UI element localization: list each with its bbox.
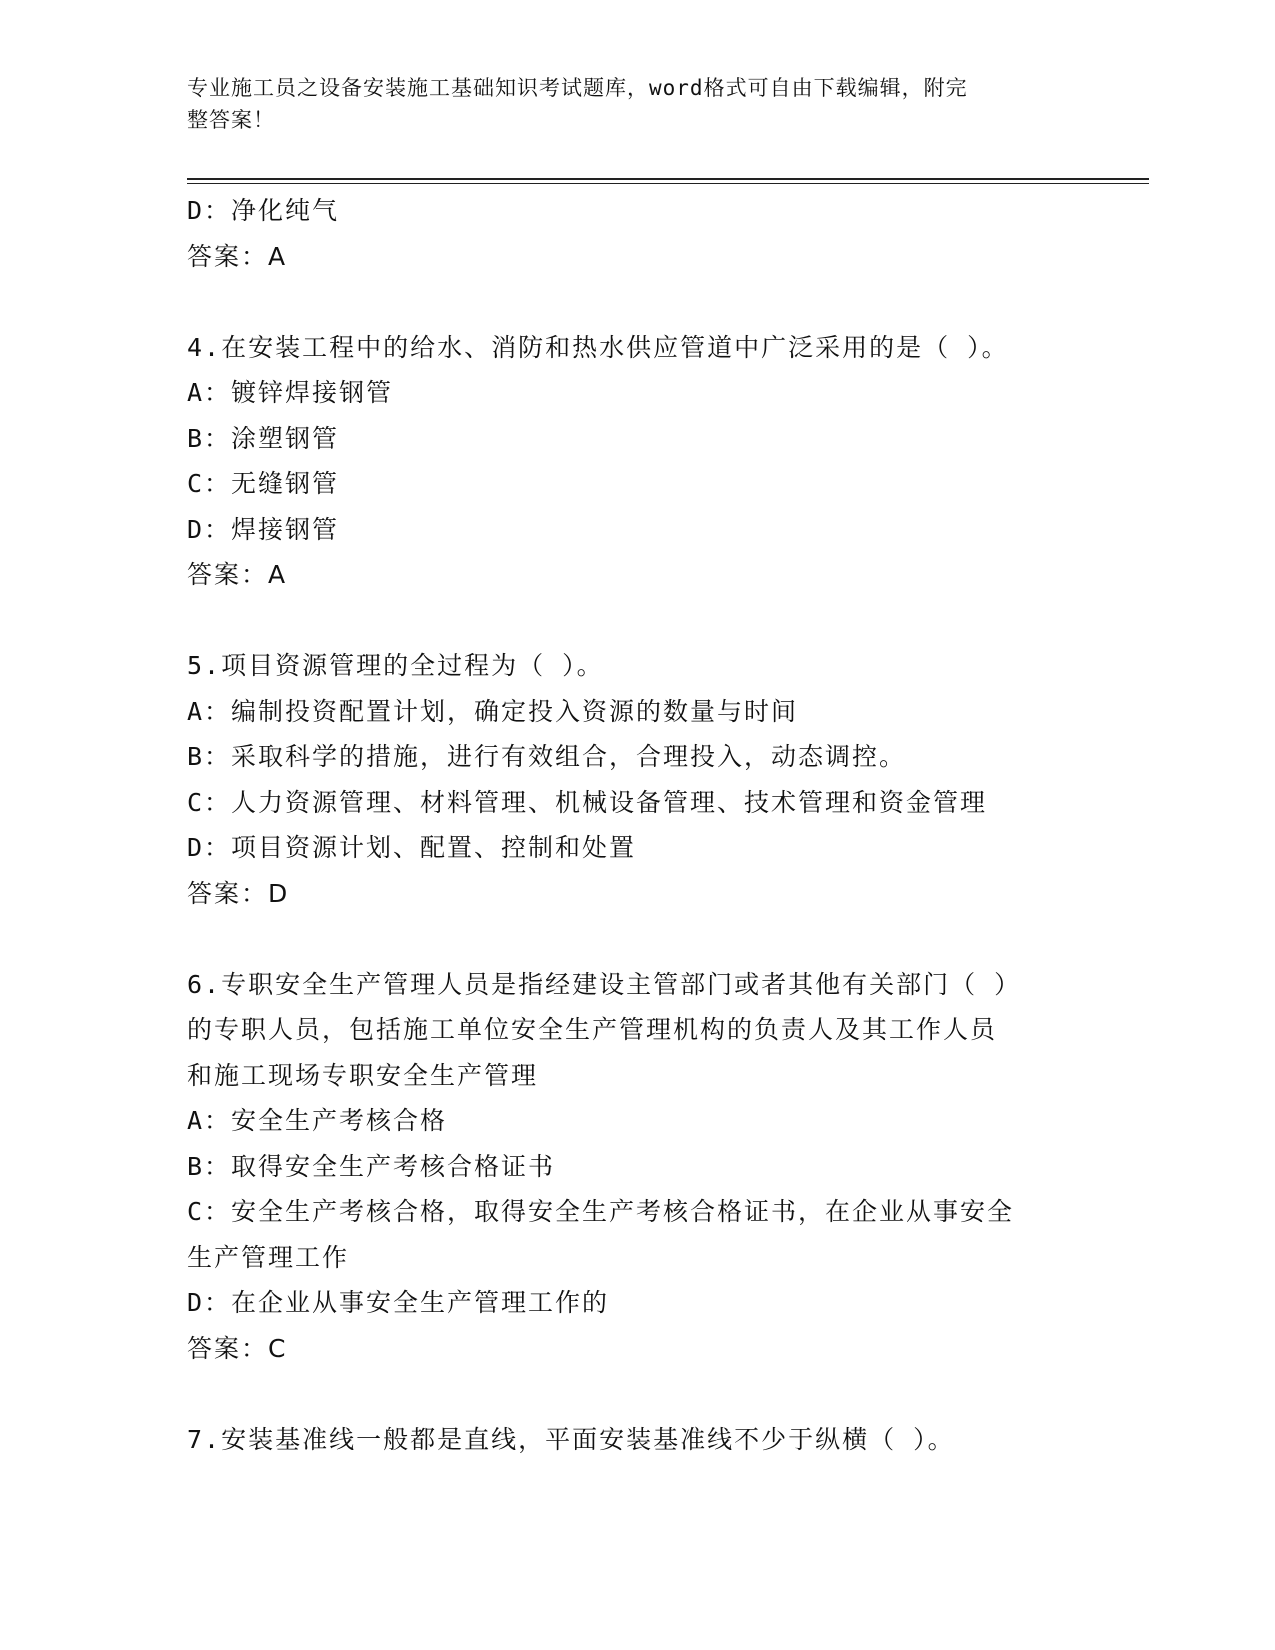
option-a: A：安全生产考核合格 (187, 1106, 448, 1135)
question-list (187, 188, 1087, 1462)
option-b: B：采取科学的措施，进行有效组合，合理投入，动态调控。 (187, 742, 907, 771)
header-line-1: 专业施工员之设备安装施工基础知识考试题库，word格式可自由下载编辑，附完 (187, 76, 968, 100)
answer-line: 答案：A (187, 560, 288, 589)
option-c: C：无缝钢管 (187, 469, 340, 498)
option-c: C：人力资源管理、材料管理、机械设备管理、技术管理和资金管理 (187, 787, 988, 817)
option-d: D：项目资源计划、配置、控制和处置 (187, 833, 637, 862)
option-a: A：镀锌焊接钢管 (187, 378, 394, 407)
option-a: A：编制投资配置计划，确定投入资源的数量与时间 (187, 696, 799, 726)
question-stem: 5.项目资源管理的全过程为（ ）。 (187, 651, 604, 680)
question-7 (187, 1417, 1087, 1463)
question-stem: 4.在安装工程中的给水、消防和热水供应管道中广泛采用的是（ ）。 (187, 332, 1009, 362)
question-stem-line-1: 6.专职安全生产管理人员是指经建设主管部门或者其他有关部门（ ） (187, 969, 1022, 999)
answer-line: 答案：D (187, 878, 290, 908)
header-line-2: 整答案！ (187, 108, 275, 132)
question-3-tail (187, 188, 1087, 279)
header-divider-thin (187, 183, 1149, 184)
question-4 (187, 325, 1087, 598)
spacer (187, 598, 1087, 644)
option-b: B：涂塑钢管 (187, 423, 340, 453)
header-divider-thick (187, 178, 1149, 180)
option-b: B：取得安全生产考核合格证书 (187, 1151, 556, 1181)
spacer (187, 916, 1087, 962)
option-d: D：净化纯气 (187, 196, 340, 225)
document-header (187, 72, 1067, 136)
question-stem-line-3: 和施工现场专职安全生产管理 (187, 1060, 539, 1090)
option-c-line-2: 生产管理工作 (187, 1242, 350, 1272)
option-d: D：焊接钢管 (187, 514, 340, 544)
answer-line: 答案：C (187, 1333, 288, 1363)
spacer (187, 279, 1087, 325)
question-stem: 7.安装基准线一般都是直线，平面安装基准线不少于纵横（ ）。 (187, 1424, 955, 1454)
answer-line: 答案：A (187, 241, 288, 271)
spacer (187, 1371, 1087, 1417)
question-5 (187, 643, 1087, 916)
option-d: D：在企业从事安全生产管理工作的 (187, 1288, 610, 1317)
question-stem-line-2: 的专职人员，包括施工单位安全生产管理机构的负责人及其工作人员 (187, 1015, 998, 1044)
option-c-line-1: C：安全生产考核合格，取得安全生产考核合格证书，在企业从事安全 (187, 1197, 1015, 1226)
question-6 (187, 962, 1087, 1372)
